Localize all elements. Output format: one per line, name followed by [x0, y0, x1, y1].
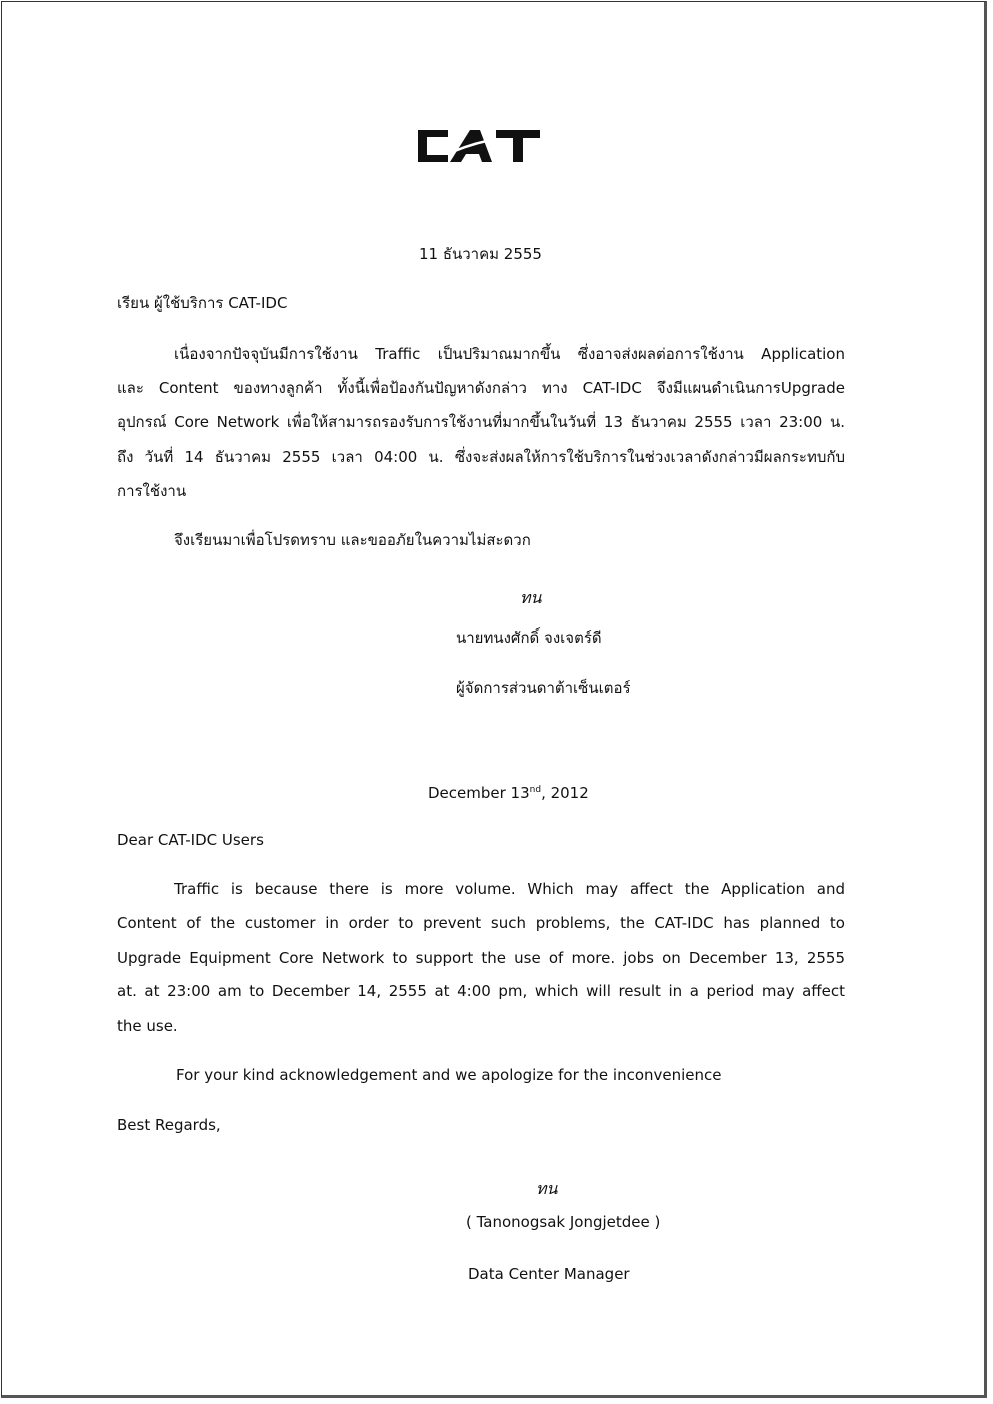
thai-signature: ทน — [520, 588, 542, 607]
date-month-day: December 13 — [428, 784, 530, 802]
cat-logo — [416, 128, 546, 164]
english-signer-title: Data Center Manager — [468, 1265, 630, 1283]
english-body-line: Content of the customer in order to prevent such problems, the CAT-IDC has planned to — [117, 914, 845, 932]
english-body-line: the use. — [117, 1017, 178, 1035]
english-body-line: Upgrade Equipment Core Network to support the use of more. jobs on December 13, 2555 — [117, 949, 845, 967]
thai-closing: จึงเรียนมาเพื่อโปรดทราบ และขออภัยในความไม่สะดวก — [174, 531, 531, 549]
english-signer-name: ( Tanonogsak Jongjetdee ) — [466, 1213, 661, 1231]
page-border — [1, 1, 987, 1398]
best-regards: Best Regards, — [117, 1116, 221, 1134]
thai-body-line: เนื่องจากปัจจุบันมีการใช้งาน Traffic เป็นปริมาณมากขึ้น ซึ่งอาจส่งผลต่อการใช้งาน Application — [174, 345, 845, 363]
english-salutation: Dear CAT-IDC Users — [117, 831, 264, 849]
thai-body-line: อุปกรณ์ Core Network เพื่อให้สามารถรองรับการใช้งานที่มากขึ้นในวันที่ 13 ธันวาคม 2555 เวลา 23:00 น. — [117, 413, 845, 431]
english-date — [428, 780, 589, 803]
english-body-line: at. at 23:00 am to December 14, 2555 at 4:00 pm, which will result in a period may affect — [117, 982, 845, 1000]
date-year: , 2012 — [541, 784, 589, 802]
english-signature: ทน — [536, 1179, 558, 1198]
english-closing: For your kind acknowledgement and we apologize for the inconvenience — [176, 1066, 722, 1084]
date-suffix: nd — [529, 785, 542, 795]
thai-body-line: ถึง วันที่ 14 ธันวาคม 2555 เวลา 04:00 น. ซึ่งจะส่งผลให้การใช้บริการในช่วงเวลาดังกล่าวมีผลกระทบกับ — [117, 448, 845, 466]
thai-salutation: เรียน ผู้ใช้บริการ CAT-IDC — [117, 294, 288, 312]
thai-signer-name: นายทนงศักดิ์ จงเจตร์ดี — [456, 629, 602, 647]
thai-body-line: การใช้งาน — [117, 482, 187, 500]
english-body-line: Traffic is because there is more volume. Which may affect the Application and — [174, 880, 845, 898]
thai-body-line: และ Content ของทางลูกค้า ทั้งนี้เพื่อป้องกันปัญหาดังกล่าว ทาง CAT-IDC จึงมีแผนดำเนินการUpgrade — [117, 379, 845, 397]
thai-signer-title: ผู้จัดการส่วนดาต้าเซ็นเตอร์ — [456, 679, 631, 697]
thai-date: 11 ธันวาคม 2555 — [419, 245, 542, 263]
